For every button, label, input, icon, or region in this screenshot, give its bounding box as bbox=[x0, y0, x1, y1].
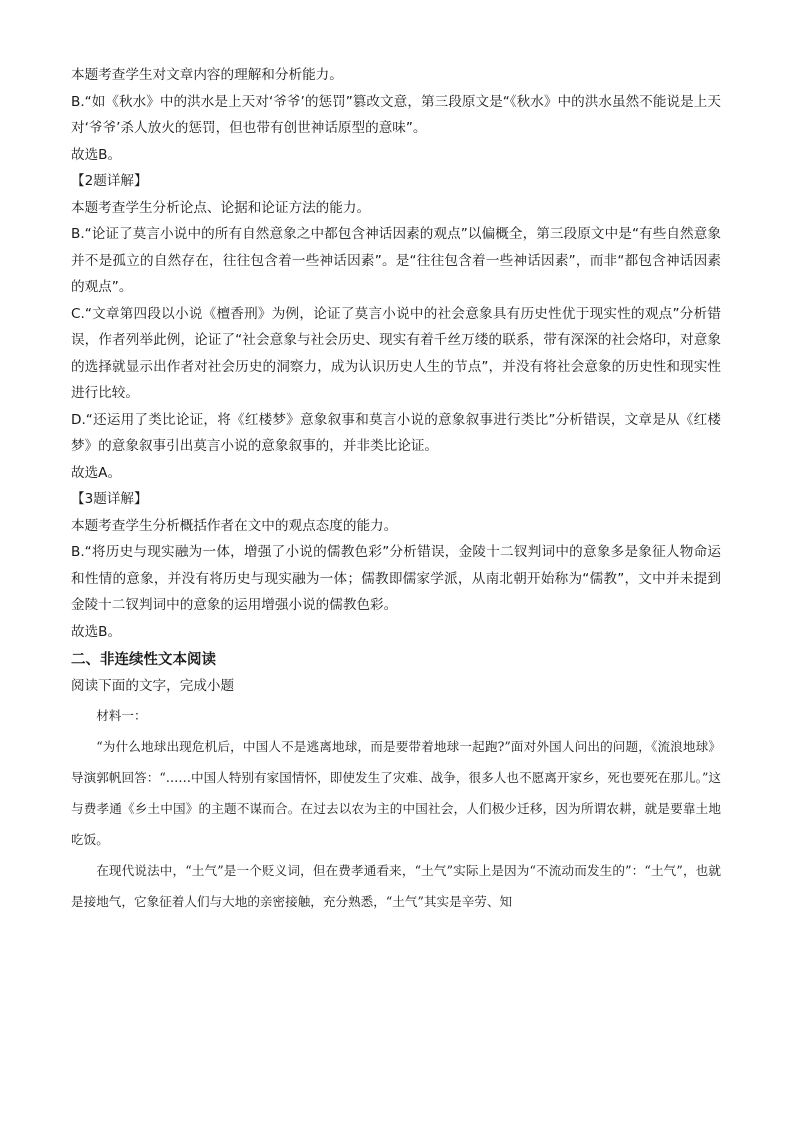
document-page bbox=[71, 62, 721, 917]
q1-option-b: B.“如《秋水》中的洪水是上天对‘爷爷’的惩罚”篡改文意，第三段原文是“《秋水》中的洪水虽然不能说是上天对‘爷爷’杀人放火的惩罚，但也带有创世神话原型的意味”。 bbox=[71, 93, 721, 136]
q3-answer: 故选B。 bbox=[71, 623, 122, 640]
q1-answer: 故选B。 bbox=[71, 146, 122, 163]
q2-option-b: B.“论证了莫言小说中的所有自然意象之中都包含神话因素的观点”以偏概全，第三段原文中是“有些自然意象并不是孤立的自然存在，往往包含着一些神话因素”。是“往往包含着一些神话因素”，而非“都包含神话因素的观点”。 bbox=[71, 226, 721, 295]
q3-ability-line: 本题考查学生分析概括作者在文中的观点态度的能力。 bbox=[71, 517, 398, 534]
q2-option-d: D.“还运用了类比论证，将《红楼梦》意象叙事和莫言小说的意象叙事进行类比”分析错误，文章是从《红楼梦》的意象叙事引出莫言小说的意象叙事的，并非类比论证。 bbox=[71, 411, 721, 454]
q3-header: 【3题详解】 bbox=[71, 491, 148, 507]
material-label: 材料一： bbox=[96, 707, 147, 723]
q2-ability-line: 本题考查学生分析论点、论据和论证方法的能力。 bbox=[71, 199, 371, 216]
q2-answer: 故选A。 bbox=[71, 464, 122, 481]
section-heading: 二、非连续性文本阅读 bbox=[71, 652, 216, 668]
material-para-2: 在现代说法中，“土气”是一个贬义词，但在费孝通看来，“土气”实际上是因为“不流动而发生的”：“土气”，也就是接地气，它象征着人们与大地的亲密接触，充分熟悉，“土气”其实是辛劳、知 bbox=[71, 862, 721, 909]
q2-header: 【2题详解】 bbox=[71, 173, 148, 189]
q3-option-b: B.“将历史与现实融为一体，增强了小说的儒教色彩”分析错误，金陵十二钗判词中的意象多是象征人物命运和性情的意象，并没有将历史与现实融为一体；儒教即儒家学派，从南北朝开始称为“儒教”，文中并未提到金陵十二钗判词中的意象的运用增强小说的儒教色彩。 bbox=[71, 544, 721, 613]
instruction-line: 阅读下面的文字，完成小题 bbox=[71, 678, 235, 694]
q2-option-c: C.“文章第四段以小说《檀香刑》为例，论证了莫言小说中的社会意象具有历史性优于现实性的观点”分析错误，作者列举此例，论证了“社会意象与社会历史、现实有着千丝万缕的联系，带有深深的社会烙印，对意象的选择就显示出作者对社会历史的洞察力，成为认识历史人生的节点”，并没有将社会意象的历史性和现实性进行比较。 bbox=[71, 305, 721, 401]
material-para-1: “为什么地球出现危机后，中国人不是逃离地球，而是要带着地球一起跑?”面对外国人问出的问题，《流浪地球》导演郭帆回答：“……中国人特别有家国情怀，即使发生了灾难、战争，很多人也不愿离开家乡，死也要死在那儿。”这与费孝通《乡土中国》的主题不谋而合。在过去以农为主的中国社会，人们极少迁移，因为所谓农耕，就是要靠土地吃饭。 bbox=[71, 738, 721, 847]
q1-ability-line: 本题考查学生对文章内容的理解和分析能力。 bbox=[71, 67, 343, 83]
